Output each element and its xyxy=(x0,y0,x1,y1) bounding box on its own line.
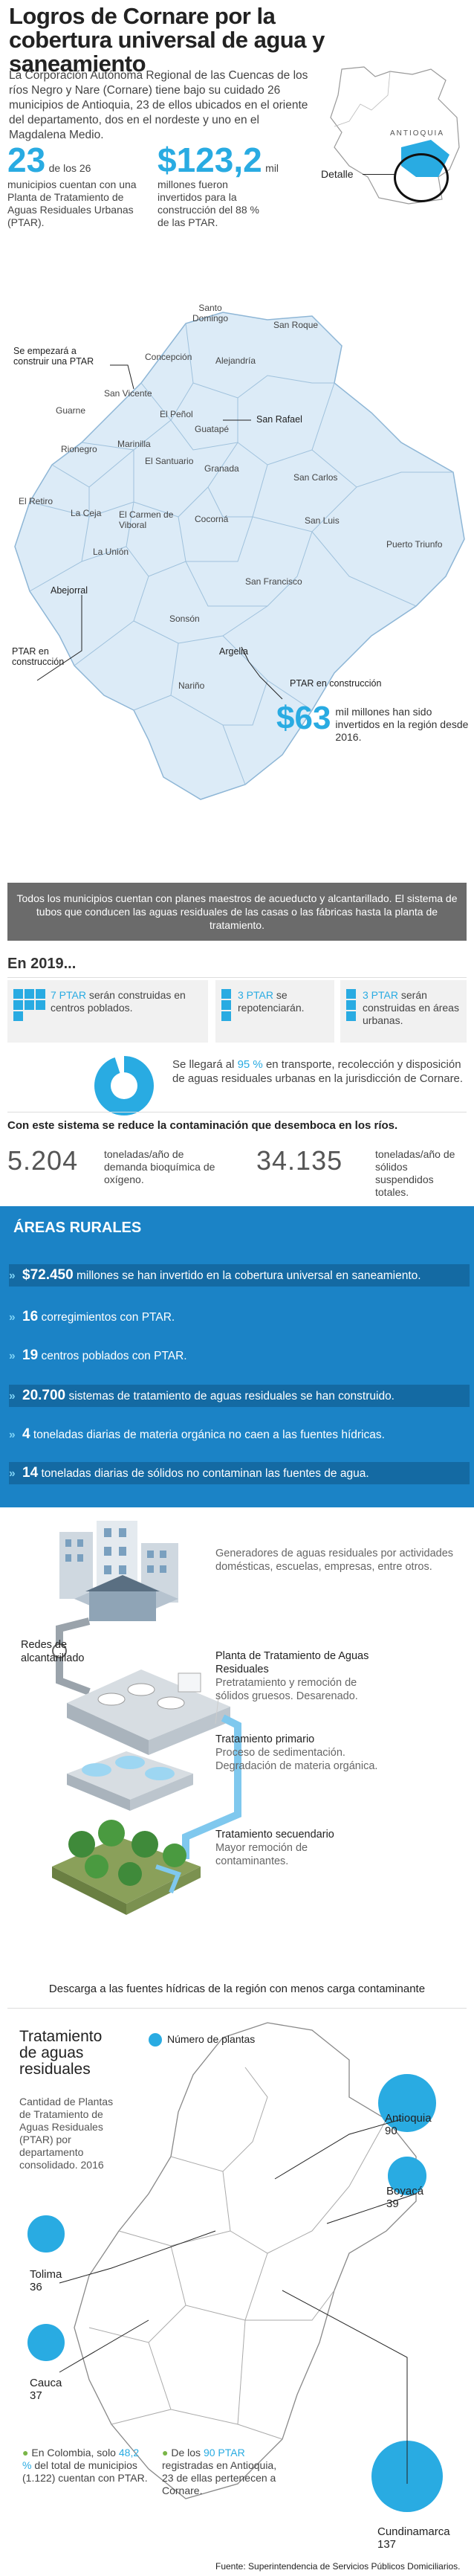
label-cundinamarca-value: 137 xyxy=(377,2538,397,2551)
secondary-treatment-trees-illustration xyxy=(52,1820,201,1915)
rural-item-num: 4 xyxy=(22,1426,30,1442)
stat-inversion-number: $123,2 xyxy=(158,141,262,179)
primary-text-1: Proceso de sedimentación. xyxy=(215,1747,345,1759)
secondary-block xyxy=(215,1828,379,1868)
rural-item-num: $72.450 xyxy=(22,1267,74,1283)
plant-title: Planta de Tratamiento de Aguas Residuales xyxy=(215,1650,369,1675)
treatment-plant-illustration xyxy=(67,1669,230,1755)
note-colombia xyxy=(22,2447,149,2485)
note-1-post: del total de municipios (1.122) cuentan con PTAR. xyxy=(22,2459,148,2484)
coverage-value: 95 % xyxy=(237,1058,263,1071)
primary-text-2: Degradación de materia orgánica. xyxy=(215,1760,378,1772)
ptar-card-3-num: 3 PTAR xyxy=(363,989,398,1001)
coverage-pre: Se llegará al xyxy=(172,1058,235,1071)
callout-san-rafael: San Rafael xyxy=(256,414,302,425)
municipio-san-luis: San Luis xyxy=(305,515,340,526)
primary-title: Tratamiento primario xyxy=(215,1733,315,1745)
note-1-pre: En Colombia, solo xyxy=(31,2447,116,2459)
callout-argelia-ptar: PTAR en construcción xyxy=(290,678,382,689)
departments-description: Cantidad de Plantas de Tratamiento de Aguas Residuales (PTAR) por departamento consolidado. 2016 xyxy=(19,2096,114,2171)
detail-circle xyxy=(394,153,449,202)
note-2-value: 90 PTAR xyxy=(203,2447,245,2459)
detail-leader-line xyxy=(363,174,395,175)
municipio-el-carmen-de-viboral: El Carmen de Viboral xyxy=(119,509,174,530)
municipio-el-retiro: El Retiro xyxy=(19,496,53,506)
stat-region-investment xyxy=(276,701,470,744)
note-1-value: 48,2 % xyxy=(22,2447,140,2471)
label-cauca-value: 37 xyxy=(30,2389,42,2402)
callout-abejorral-ptar: PTAR en construcción xyxy=(12,646,65,667)
ptar-card-3-text: serán construidas en áreas urbanas. xyxy=(363,989,459,1026)
metric-dbo-num: 5.204 xyxy=(7,1145,79,1176)
callout-nueva-ptar: Se empezará a construir una PTAR xyxy=(13,346,94,367)
municipio-guarne: Guarne xyxy=(56,405,86,416)
buildings-illustration xyxy=(59,1521,178,1621)
rural-item: » 16 corregimientos con PTAR. xyxy=(9,1309,175,1324)
metric-sst-text: toneladas/año de sólidos suspendidos totales. xyxy=(375,1148,455,1198)
stat-inversion-ptar xyxy=(158,143,306,229)
stat-ptar-text: municipios cuentan con una Planta de Tratamiento de Aguas Residuales Urbanas (PTAR). xyxy=(7,178,137,228)
rural-item: » 20.700 sistemas de tratamiento de aguas residuales se han construido. xyxy=(9,1385,470,1407)
ptar-card-repotenciar xyxy=(215,980,334,1043)
redes-label: Redes de alcantarillado xyxy=(21,1639,85,1664)
ptar-card-centros-poblados xyxy=(7,980,208,1043)
rural-item-text: sistemas de tratamiento de aguas residuales se han construido. xyxy=(68,1390,395,1403)
rural-item: » $72.450 millones se han invertido en la cobertura universal en saneamiento. xyxy=(9,1264,470,1287)
municipio-la-union: La Unión xyxy=(93,547,129,557)
municipio-sonson: Sonsón xyxy=(169,614,200,624)
stat-inversion-text: millones fueron invertidos para la construcción del 88 % de las PTAR. xyxy=(158,178,259,228)
rural-title: ÁREAS RURALES xyxy=(13,1220,142,1236)
grid-7-icon xyxy=(13,989,46,1022)
rural-item-text: millones se han invertido en la cobertura universal en saneamiento. xyxy=(77,1269,421,1282)
label-boyaca-name: Boyacá xyxy=(386,2185,424,2197)
ptar-card-1-num: 7 PTAR xyxy=(51,989,86,1001)
stat-inversion-unit: mil xyxy=(265,162,279,174)
bullet-dot-icon: ● xyxy=(162,2447,169,2459)
primary-block xyxy=(215,1733,409,1773)
bullet-dot-icon: ● xyxy=(22,2447,29,2459)
municipio-el-santuario: El Santuario xyxy=(145,456,194,466)
label-antioquia-name: Antioquia xyxy=(385,2112,432,2125)
municipio-san-vicente: San Vicente xyxy=(104,388,152,399)
note-2-post: registradas en Antioquia, 23 de ellas pertenecen a Cornare. xyxy=(162,2459,277,2496)
legend-label: Número de plantas xyxy=(167,2033,256,2045)
plant-block xyxy=(215,1649,379,1703)
label-cauca-name: Cauca xyxy=(30,2377,62,2389)
label-boyaca-value: 39 xyxy=(386,2197,399,2210)
rural-item-num: 20.700 xyxy=(22,1388,66,1403)
acueducto-info-band: Todos los municipios cuentan con planes maestros de acueducto y alcantarillado. El sistema de tubos que conducen las aguas residuales de las casas o las fábricas hasta la planta de tratamiento. xyxy=(7,883,467,941)
metric-dbo-text: toneladas/año de demanda bioquímica de oxígeno. xyxy=(104,1148,215,1185)
municipio-narino: Nariño xyxy=(178,680,205,691)
rural-item-num: 14 xyxy=(22,1465,39,1481)
callout-argelia: Argelia xyxy=(219,646,248,657)
stat-ptar-prefix: de los 26 xyxy=(48,162,91,174)
rural-item-num: 16 xyxy=(22,1309,39,1324)
note-antioquia xyxy=(162,2447,288,2497)
region-investment-text: mil millones han sido invertidos en la región desde 2016. xyxy=(335,706,469,743)
municipio-cocorna: Cocorná xyxy=(195,514,229,524)
municipio-guatape: Guatapé xyxy=(195,424,230,434)
metric-dbo xyxy=(7,1145,78,1176)
discharge-footer: Descarga a las fuentes hídricas de la región con menos carga contaminante xyxy=(48,1983,426,1995)
municipio-marinilla: Marinilla xyxy=(117,439,151,449)
municipio-san-carlos: San Carlos xyxy=(293,472,338,483)
label-tolima-name: Tolima xyxy=(30,2268,62,2281)
rural-item: » 4 toneladas diarias de materia orgánica no caen a las fuentes hídricas. xyxy=(9,1426,385,1442)
stat-ptar-number: 23 xyxy=(7,141,46,179)
page-title: Logros de Cornare por la cobertura universal de agua y saneamiento xyxy=(9,3,325,77)
plant-text: Pretratamiento y remoción de sólidos gruesos. Desarenado. xyxy=(215,1677,358,1702)
rural-item-text: corregimientos con PTAR. xyxy=(41,1311,175,1324)
antioquia-label: ANTIOQUIA xyxy=(390,129,445,138)
departments-title: Tratamiento de aguas residuales xyxy=(19,2028,103,2078)
rural-item: » 14 toneladas diarias de sólidos no contaminan las fuentes de agua. xyxy=(9,1462,470,1484)
rural-item-num: 19 xyxy=(22,1347,39,1363)
note-2-pre: De los xyxy=(171,2447,201,2459)
metric-sst xyxy=(256,1145,342,1176)
label-antioquia-value: 90 xyxy=(385,2125,397,2137)
secondary-text: Mayor remoción de contaminantes. xyxy=(215,1842,308,1867)
municipio-concepcion: Concepción xyxy=(145,352,192,362)
municipio-rionegro: Rionegro xyxy=(61,444,97,454)
rural-item-text: toneladas diarias de sólidos no contaminan las fuentes de agua. xyxy=(41,1467,369,1480)
label-cundinamarca-name: Cundinamarca xyxy=(377,2525,450,2538)
stat-ptar-municipios xyxy=(7,143,145,229)
primary-tanks-illustration xyxy=(67,1751,193,1811)
coverage-text xyxy=(172,1057,470,1086)
detail-label: Detalle xyxy=(321,168,354,180)
antioquia-locator-map xyxy=(319,65,467,207)
cornare-municipios-map xyxy=(0,294,474,837)
intro-paragraph: La Corporación Autónoma Regional de las Cuencas de los ríos Negro y Nare (Cornare) tiene bajo su cuidado 26 municipios de Antioquia, 23 de ellos ubicados en el oriente del departamento, dos en el nordeste y uno en el Magdalena Medio. xyxy=(9,69,308,141)
region-investment-number: $63 xyxy=(276,700,331,736)
label-tolima-value: 36 xyxy=(30,2281,42,2293)
divider xyxy=(7,977,467,978)
coverage-post: en transporte, recolección y disposición de aguas residuales urbanas en la jurisdicción de Cornare. xyxy=(172,1058,464,1085)
municipio-alejandria: Alejandría xyxy=(215,355,256,366)
municipio-san-francisco: San Francisco xyxy=(245,576,302,587)
secondary-title: Tratamiento secuendario xyxy=(215,1829,334,1841)
reduce-title: Con este sistema se reduce la contaminación que desemboca en los ríos. xyxy=(7,1119,398,1132)
source-note: Fuente: Superintendencia de Servicios Públicos Domiciliarios. xyxy=(215,2561,461,2572)
ptar-card-1-text: serán construidas en centros poblados. xyxy=(51,989,186,1014)
generators-text: Generadores de aguas residuales por actividades domésticas, escuelas, empresas, entre otros. xyxy=(215,1548,454,1573)
municipio-la-ceja: La Ceja xyxy=(71,508,102,518)
municipio-santo-domingo: Santo Domingo xyxy=(192,303,229,323)
municipio-puerto-triunfo: Puerto Triunfo xyxy=(386,539,443,550)
rural-item-text: centros poblados con PTAR. xyxy=(41,1350,187,1362)
year-2019-title: En 2019... xyxy=(7,956,77,972)
coverage-pie-chart xyxy=(93,1054,155,1117)
ptar-card-areas-urbanas xyxy=(340,980,467,1043)
rural-item-text: toneladas diarias de materia orgánica no caen a las fuentes hídricas. xyxy=(33,1429,385,1441)
municipio-el-penol: El Peñol xyxy=(160,409,193,419)
callout-abejorral: Abejorral xyxy=(51,585,88,596)
metric-sst-num: 34.135 xyxy=(256,1145,343,1176)
ptar-card-2-num: 3 PTAR xyxy=(238,989,273,1001)
pie-hole xyxy=(111,1072,137,1099)
rural-item: » 19 centros poblados con PTAR. xyxy=(9,1347,187,1363)
ptar-card-2-text: se repotenciarán. xyxy=(238,989,305,1014)
municipio-granada: Granada xyxy=(204,463,239,474)
municipio-san-roque: San Roque xyxy=(273,320,319,330)
